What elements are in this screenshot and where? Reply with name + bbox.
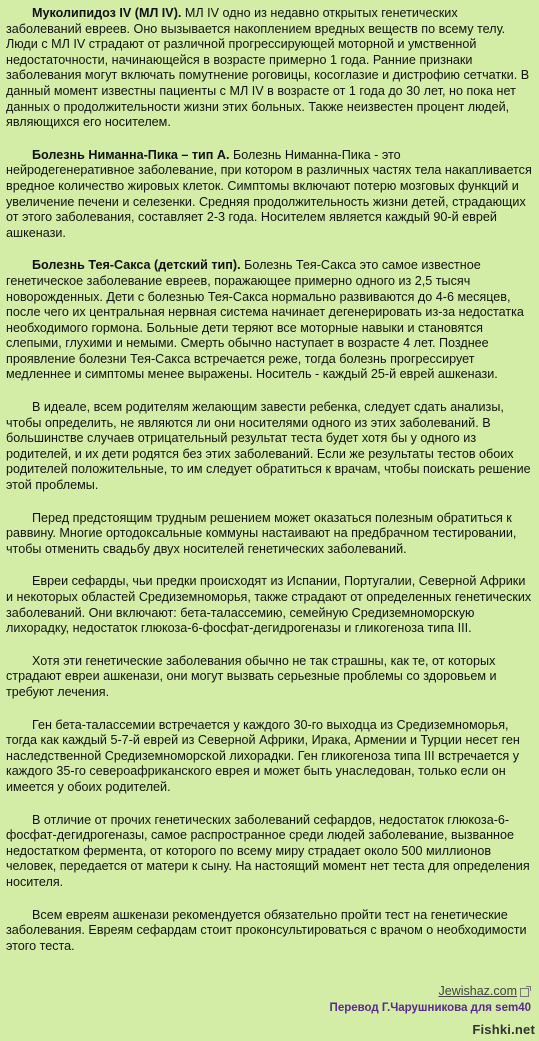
watermark-logo: Fishki.net [472, 1022, 535, 1037]
paragraph-recommendation: Всем евреям ашкенази рекомендуется обязательно пройти тест на генетические заболевания. Евреям сефардам стоит проконсультироваться с врачом о необходимости этого теста. [6, 907, 527, 953]
paragraph-niemann-pick [6, 148, 532, 242]
external-link-icon [520, 988, 529, 997]
paragraph-thalassemia: Ген бета-талассемии встречается у каждого 30-го выходца из Средиземноморья, тогда как каждый 5-7-й еврей из Северной Африки, Ирака, Армении и Турции несет ген наследственной Средиземноморской лихорадки. Ген гликогеноза типа III встречается у каждого 35-го североафриканского еврея и может быть унаследован, только если он имеется у обоих родителей. [6, 717, 520, 794]
heading-niemann-pick: Болезнь Ниманна-Пика – тип А. [32, 147, 230, 162]
heading-tay-sachs: Болезнь Тея-Сакса (детский тип). [32, 258, 241, 273]
text-ml4: МЛ IV одно из недавно открытых генетических заболеваний евреев. Оно вызывается накоплением вредных веществ по всему телу. Люди с МЛ IV страдают от различной прогрессирующей моторной и умственной недостаточности, начинающейся в возрасте примерно 1 года. Ранние признаки заболевания могут включать помутнение роговицы, косоглазие и дистрофию сетчатки. В данный момент известны пациенты с МЛ IV в возрасте от 1 года до 30 лет, но пока нет данных о продолжительности жизни этих больных. Также неизвестен процент людей, являющихся его носителем. [6, 6, 530, 130]
paragraph-ml4 [6, 6, 532, 131]
paragraph-severity: Хотя эти генетические заболевания обычно не так страшны, как те, от которых страдают евреи ашкенази, они могут вызвать серьезные проблемы со здоровьем и требуют лечения. [6, 653, 497, 699]
paragraph-testing: В идеале, всем родителям желающим завести ребенка, следует сдать анализы, чтобы определить, не являются ли они носителями одного из этих заболеваний. В большинстве случаев отрицательный результат теста будет хотя бы у одного из родителей, и их дети родятся без этих заболеваний. Если же результаты тестов обоих родителей положительные, то им следует обратиться к врачам, чтобы поискать решение этой проблемы. [6, 400, 531, 493]
paragraph-tay-sachs [6, 258, 532, 383]
paragraph-g6pd: В отличие от прочих генетических заболеваний сефардов, недостаток глюкоза-6-фосфат-дегидрогеназы, самое распространное среди людей заболевание, вызванное недостатком фермента, от которого по всему миру страдает около 500 миллионов человек, передается от матери к сыну. На настоящий момент нет теста для определения носителя. [6, 812, 530, 889]
heading-ml4: Муколипидоз IV (МЛ IV). [32, 6, 182, 20]
text-tay-sachs: Болезнь Тея-Сакса это самое известное генетическое заболевание евреев, поражающее примерно одного из 2,5 тысяч новорожденных. Дети с болезнью Тея-Сакса нормально развиваются до 4-6 месяцев, после чего их центральная нервная система начинает дегенерировать из-за недостатка необходимого гормона. Больные дети теряют все моторные навыки и становятся слепыми, глухими и немыми. Смерть обычно наступает в возрасте 4 лет. Позднее проявление болезни Тея-Сакса встречается реже, тогда болезнь прогрессирует медленнее и симптомы менее выражены. Носитель - каждый 25-й еврей ашкенази. [6, 258, 524, 382]
paragraph-rabbi: Перед предстоящим трудным решением может оказаться полезным обратиться к раввину. Многие ортодоксальные коммуны настаивают на предбрачном тестировании, чтобы отменить свадьбу двух носителей генетических заболеваний. [6, 510, 517, 556]
text-niemann-pick: Болезнь Ниманна-Пика - это нейродегенеративное заболевание, при котором в различных частях тела накапливается вредное количество жировых клеток. Симптомы включают потерю мозговых функций и увеличение печени и селезенки. Средняя продолжительность жизни детей, страдающих от этого заболевания, составляет 2-3 года. Носителем является каждый 90-й еврей ашкенази. [6, 147, 532, 240]
source-row [439, 984, 530, 998]
paragraph-sephardim: Евреи сефарды, чьи предки происходят из Испании, Португалии, Северной Африки и некоторых областей Средиземноморья, также страдают от определенных генетических заболеваний. Они включают: бета-талассемию, семейную Средиземноморскую лихорадку, недостаток глюкоза-6-фосфат-дегидрогеназы и гликогеноза типа III. [6, 574, 532, 636]
article-body [6, 6, 532, 971]
translation-credit: Перевод Г.Чарушникова для sem40 [329, 1002, 531, 1014]
source-link[interactable]: Jewishaz.com [438, 984, 517, 998]
